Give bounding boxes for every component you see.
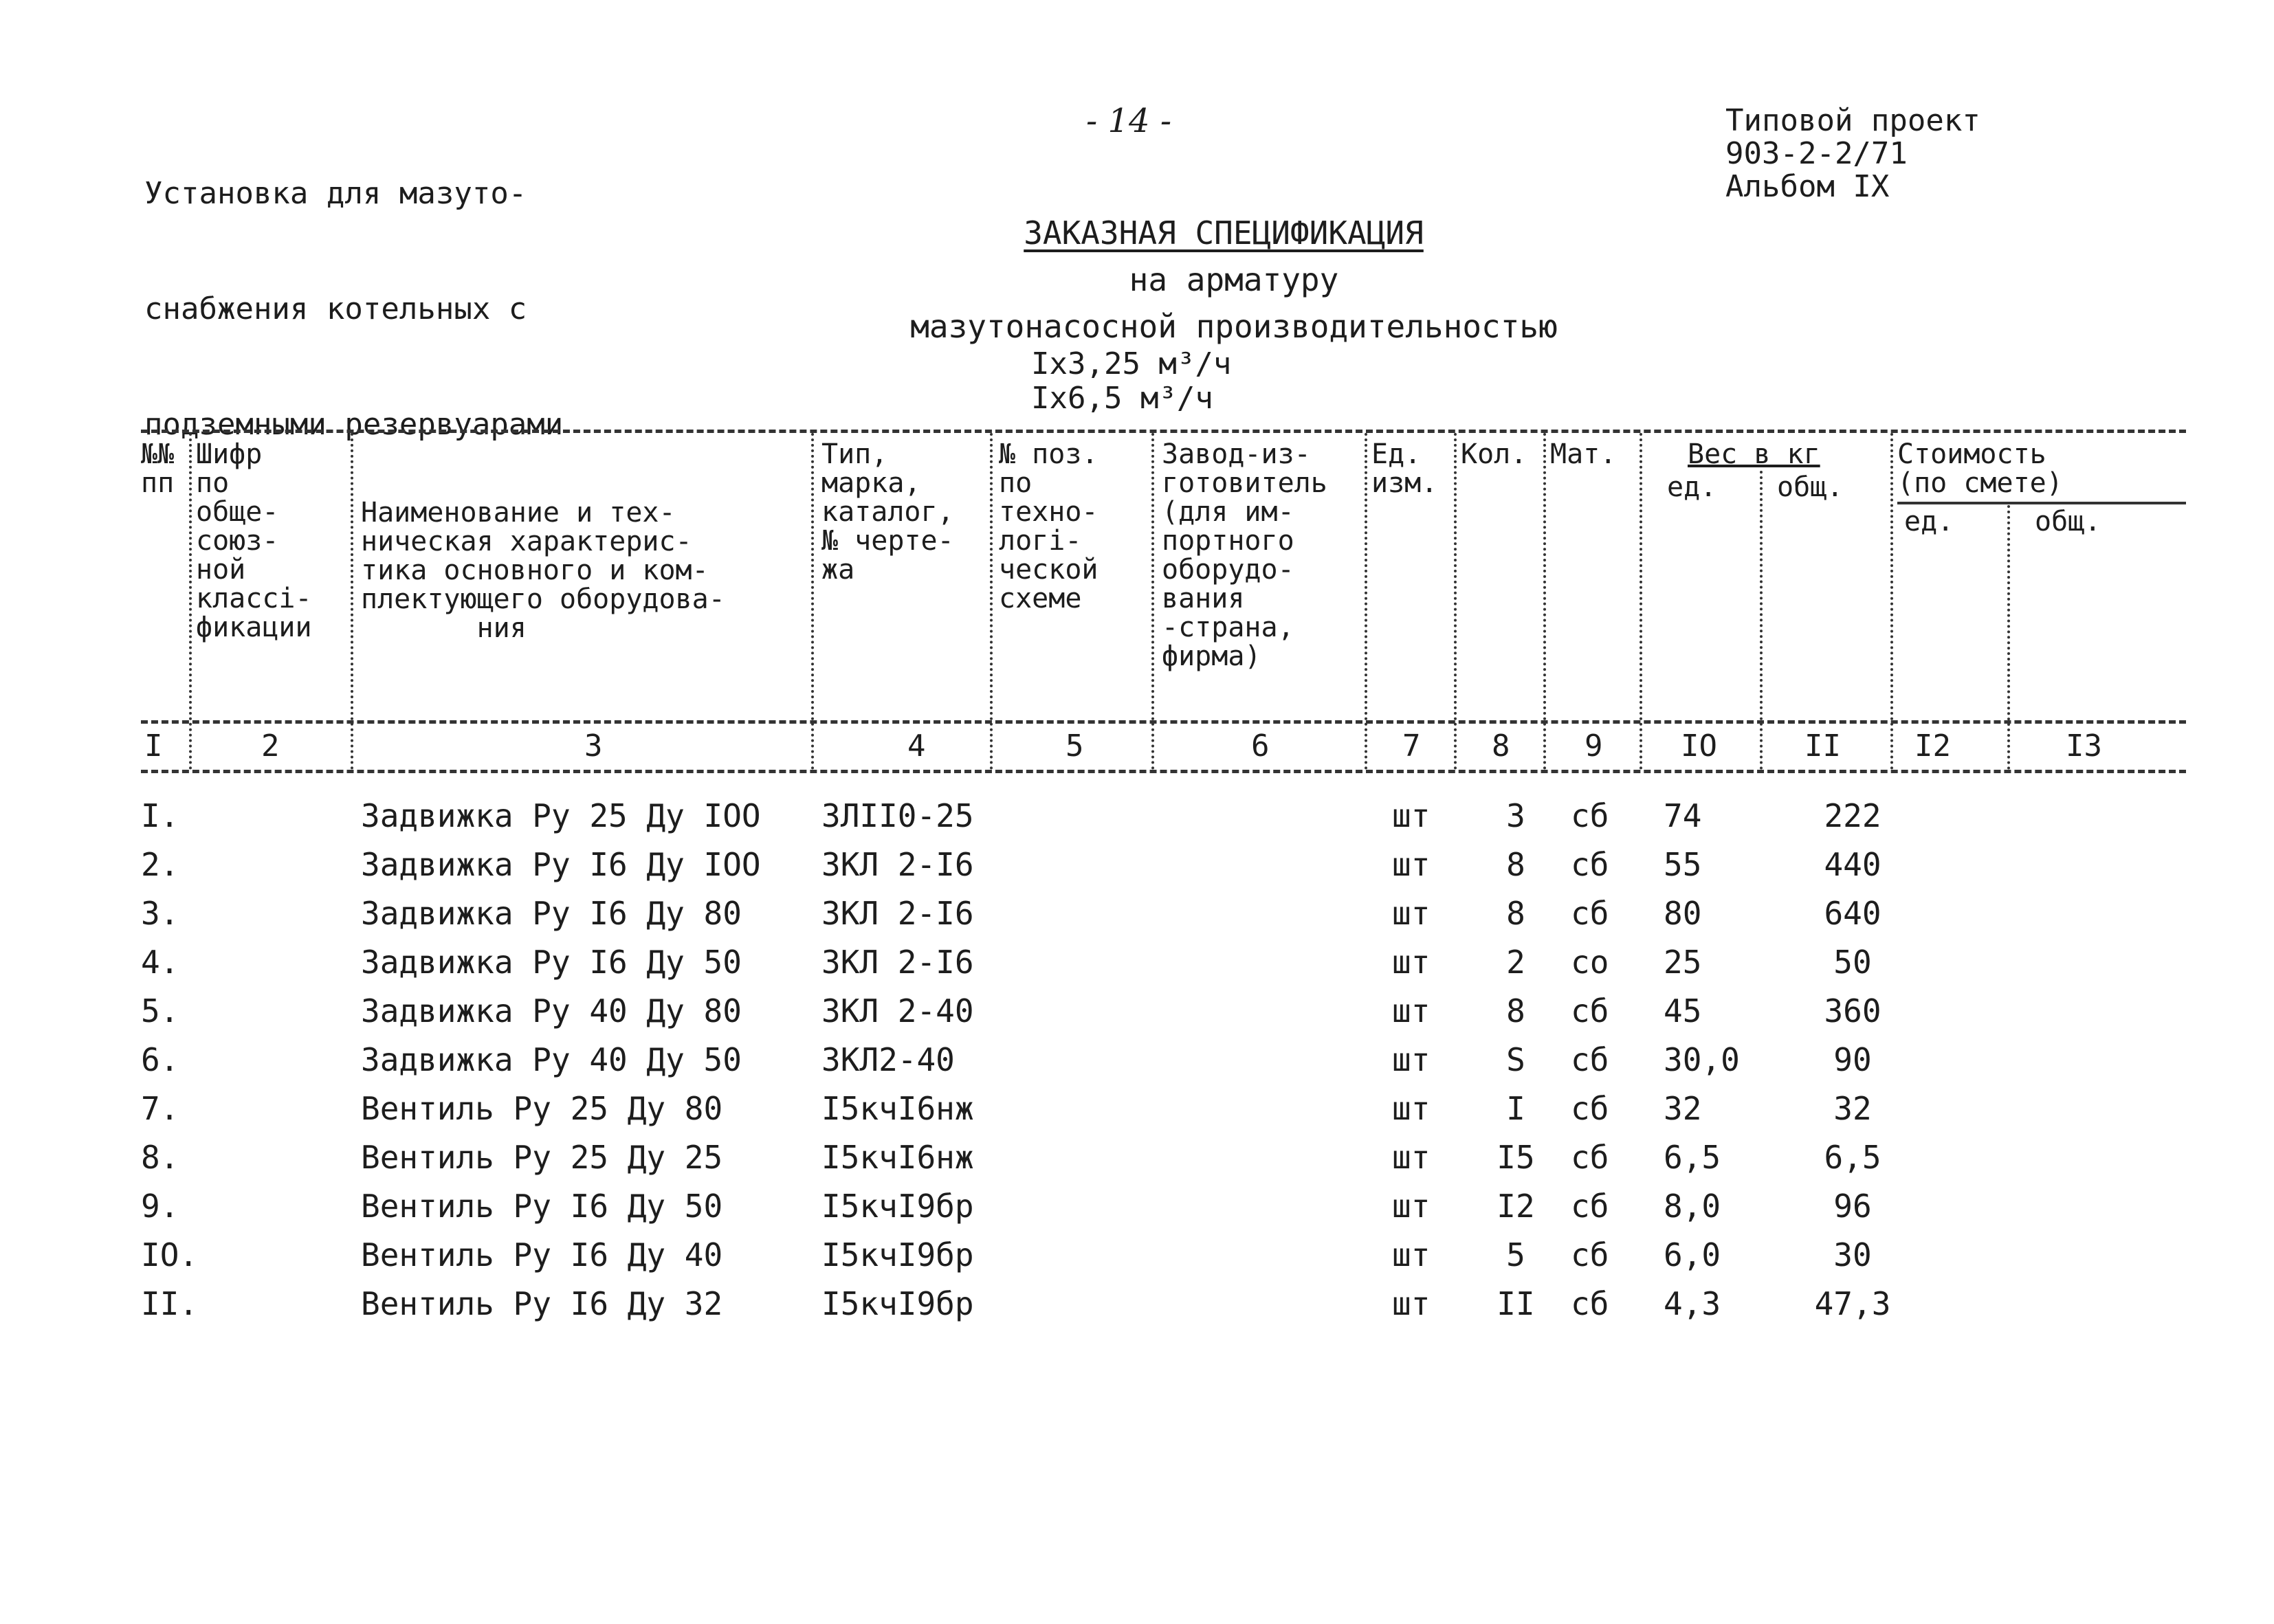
row-unit: шт	[1392, 1285, 1431, 1322]
row-type: ЗКЛ2-40	[821, 1041, 955, 1078]
page-number: - 14 -	[1086, 102, 1172, 140]
col-number-2: 2	[261, 728, 280, 764]
header-right-line-2: 903-2-2/71	[1725, 136, 1908, 171]
header-col-8: Кол.	[1461, 438, 1527, 470]
row-name: Вентиль Ру I6 Ду 40	[361, 1236, 723, 1273]
column-divider	[1151, 433, 1154, 770]
column-divider	[351, 433, 353, 770]
table-header	[141, 430, 2186, 777]
column-divider	[1760, 471, 1763, 770]
document-title: ЗАКАЗНАЯ СПЕЦИФИКАЦИЯ	[1024, 214, 1424, 252]
row-name: Вентиль Ру 25 Ду 80	[361, 1090, 723, 1127]
header-col-weight: Вес в кг	[1688, 438, 1820, 470]
row-number: II.	[141, 1285, 199, 1322]
column-divider	[1454, 433, 1457, 770]
cost-sub-total: общ.	[2035, 506, 2101, 537]
row-qty: I5	[1497, 1139, 1535, 1176]
row-material: сб	[1571, 1139, 1609, 1176]
row-unit: шт	[1392, 1090, 1431, 1127]
column-divider	[2007, 505, 2010, 770]
row-unit: шт	[1392, 944, 1431, 981]
title-description: мазутонасосной производительностью	[910, 308, 1558, 345]
row-number: 8.	[141, 1139, 179, 1176]
column-divider	[1890, 433, 1893, 770]
row-qty: 5	[1506, 1236, 1525, 1273]
row-number: 3.	[141, 895, 179, 932]
row-weight-unit: 55	[1664, 846, 1702, 883]
col-number-3: 3	[584, 728, 603, 764]
row-unit: шт	[1392, 1236, 1431, 1273]
row-weight-unit: 6,0	[1664, 1236, 1721, 1273]
col-number-6: 6	[1251, 728, 1270, 764]
row-unit: шт	[1392, 1139, 1431, 1176]
row-type: ЗКЛ 2-I6	[821, 846, 974, 883]
row-qty: I2	[1497, 1188, 1535, 1225]
row-weight-total: 640	[1824, 895, 1881, 932]
row-material: сб	[1571, 1041, 1609, 1078]
capacity-lines	[1031, 347, 1231, 416]
row-material: сб	[1571, 1188, 1609, 1225]
row-type: ЗКЛ 2-I6	[821, 944, 974, 981]
row-weight-unit: 74	[1664, 797, 1702, 834]
row-number: I.	[141, 797, 179, 834]
col-number-1: I	[144, 728, 163, 764]
column-divider	[1365, 433, 1367, 770]
row-weight-total: 6,5	[1824, 1139, 1881, 1176]
col-number-9: 9	[1585, 728, 1603, 764]
row-qty: 8	[1506, 992, 1525, 1030]
col-number-7: 7	[1402, 728, 1421, 764]
title-subtitle: на арматуру	[1129, 261, 1339, 298]
row-weight-total: 30	[1833, 1236, 1872, 1273]
header-col-3: Наименование и тех- ническая характерис- тика основного и ком- плектующего оборудова- ния	[361, 497, 725, 644]
row-weight-total: 90	[1833, 1041, 1872, 1078]
cost-sub-unit: ед.	[1904, 506, 1954, 537]
row-type: ЗКЛ 2-I6	[821, 895, 974, 932]
row-weight-unit: 32	[1664, 1090, 1702, 1127]
row-unit: шт	[1392, 797, 1431, 834]
row-material: со	[1571, 944, 1609, 981]
row-number: 2.	[141, 846, 179, 883]
title-block	[887, 213, 1581, 346]
capacity-line-2: Ix6,5 м³/ч	[1031, 381, 1213, 416]
header-col-5: № поз. по техно- логі- ческой схеме	[999, 438, 1099, 614]
header-right-line-3: Альбом IX	[1725, 169, 1890, 204]
row-type: ЗЛII0-25	[821, 797, 974, 834]
row-number: 6.	[141, 1041, 179, 1078]
header-left-line-1: Установка для мазуто-	[144, 176, 527, 211]
col-number-13: I3	[2066, 728, 2102, 764]
row-type: I5кчI6нж	[821, 1090, 974, 1127]
row-type: ЗКЛ 2-40	[821, 992, 974, 1030]
row-name: Задвижка Ру 25 Ду IOO	[361, 797, 761, 834]
row-name: Вентиль Ру 25 Ду 25	[361, 1139, 723, 1176]
header-left-line-3: подземными резервуарами	[144, 407, 564, 442]
row-name: Задвижка Ру I6 Ду IOO	[361, 846, 761, 883]
row-unit: шт	[1392, 895, 1431, 932]
row-type: I5кчI9бр	[821, 1188, 974, 1225]
row-unit: шт	[1392, 1041, 1431, 1078]
header-col-9: Мат.	[1550, 438, 1617, 470]
row-weight-unit: 8,0	[1664, 1188, 1721, 1225]
row-name: Задвижка Ру 40 Ду 50	[361, 1041, 742, 1078]
row-type: I5кчI6нж	[821, 1139, 974, 1176]
header-col-6: Завод-из- готовитель (для им- портного оборудо- вания -страна, фирма)	[1162, 438, 1327, 672]
row-material: сб	[1571, 1236, 1609, 1273]
row-number: 5.	[141, 992, 179, 1030]
row-weight-unit: 30,0	[1664, 1041, 1740, 1078]
row-unit: шт	[1392, 846, 1431, 883]
row-unit: шт	[1392, 992, 1431, 1030]
col-number-12: I2	[1914, 728, 1951, 764]
row-unit: шт	[1392, 1188, 1431, 1225]
column-divider	[811, 433, 814, 770]
row-weight-unit: 45	[1664, 992, 1702, 1030]
col-number-10: IO	[1681, 728, 1717, 764]
column-divider	[189, 433, 192, 770]
row-weight-unit: 25	[1664, 944, 1702, 981]
header-left-line-2: снабжения котельных с	[144, 291, 527, 326]
row-weight-unit: 4,3	[1664, 1285, 1721, 1322]
row-qty: I	[1506, 1090, 1525, 1127]
row-material: сб	[1571, 797, 1609, 834]
row-qty: 3	[1506, 797, 1525, 834]
row-weight-unit: 80	[1664, 895, 1702, 932]
col-number-11: II	[1804, 728, 1841, 764]
column-divider	[1543, 433, 1546, 770]
header-rule	[141, 720, 2186, 724]
column-divider	[990, 433, 993, 770]
capacity-line-1: Ix3,25 м³/ч	[1031, 346, 1232, 381]
cost-subline	[1897, 502, 2186, 504]
header-col-7: Ед. изм.	[1371, 438, 1438, 499]
row-qty: II	[1497, 1285, 1535, 1322]
header-col-4: Тип, марка, каталог, № черте- жа	[821, 438, 954, 586]
row-weight-total: 440	[1824, 846, 1881, 883]
row-number: IO.	[141, 1236, 199, 1273]
col-number-4: 4	[907, 728, 926, 764]
row-weight-total: 222	[1824, 797, 1881, 834]
col-number-5: 5	[1066, 728, 1084, 764]
row-weight-total: 96	[1833, 1188, 1872, 1225]
row-qty: 8	[1506, 846, 1525, 883]
header-col-2: Шифр по обще- союз- ной классі- фикации	[196, 438, 312, 643]
row-material: сб	[1571, 1090, 1609, 1127]
row-weight-unit: 6,5	[1664, 1139, 1721, 1176]
column-divider	[1640, 433, 1642, 770]
weight-sub-total: общ.	[1777, 471, 1844, 503]
row-weight-total: 50	[1833, 944, 1872, 981]
row-material: сб	[1571, 992, 1609, 1030]
row-name: Вентиль Ру I6 Ду 32	[361, 1285, 723, 1322]
row-number: 9.	[141, 1188, 179, 1225]
row-qty: 2	[1506, 944, 1525, 981]
row-weight-total: 47,3	[1814, 1285, 1891, 1322]
row-type: I5кчI9бр	[821, 1236, 974, 1273]
row-number: 4.	[141, 944, 179, 981]
header-right	[1725, 104, 1980, 203]
row-number: 7.	[141, 1090, 179, 1127]
row-qty: 8	[1506, 895, 1525, 932]
row-weight-total: 32	[1833, 1090, 1872, 1127]
row-name: Задвижка Ру I6 Ду 50	[361, 944, 742, 981]
header-right-line-1: Типовой проект	[1725, 103, 1980, 138]
header-col-cost: Стоимость (по смете)	[1897, 438, 2063, 499]
row-material: сб	[1571, 895, 1609, 932]
header-col-1: №№ пп	[141, 438, 175, 499]
header-bottom-rule	[141, 770, 2186, 773]
row-qty: S	[1506, 1041, 1525, 1078]
row-material: сб	[1571, 1285, 1609, 1322]
row-type: I5кчI9бр	[821, 1285, 974, 1322]
weight-sub-unit: ед.	[1667, 471, 1717, 503]
row-name: Вентиль Ру I6 Ду 50	[361, 1188, 723, 1225]
row-weight-total: 360	[1824, 992, 1881, 1030]
row-name: Задвижка Ру 40 Ду 80	[361, 992, 742, 1030]
row-material: сб	[1571, 846, 1609, 883]
col-number-8: 8	[1492, 728, 1510, 764]
row-name: Задвижка Ру I6 Ду 80	[361, 895, 742, 932]
header-left	[144, 98, 563, 482]
